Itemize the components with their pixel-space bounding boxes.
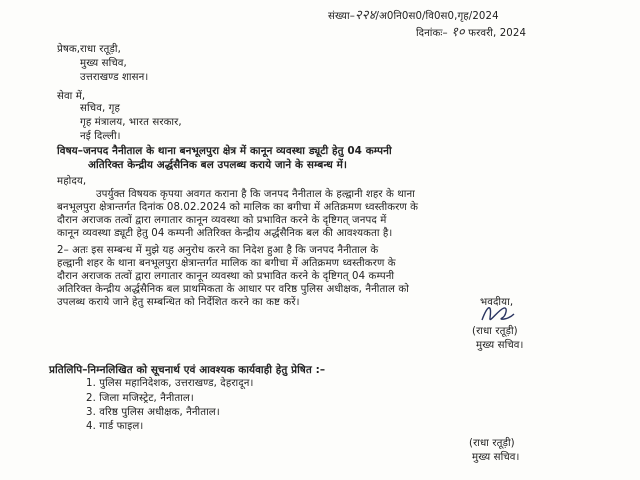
date-handwritten-day: १० (451, 25, 465, 40)
sender-designation: मुख्य सचिव, (80, 58, 127, 69)
date-prefix: दिनांकः– (416, 28, 448, 39)
salutation: महोदय, (57, 176, 87, 187)
subject-line-2: अतिरिक्त केन्द्रीय अर्द्धसैनिक बल उपलब्ध कराये जाने के सम्बन्ध में। (88, 159, 347, 171)
para2-line-2: हल्द्वानी शहर के थाना बनभूलपुरा क्षेत्रान्तर्गत मालिक का बगीचा में अतिक्रमण ध्वस्तीकरण के (57, 258, 396, 269)
ref-handwritten-number: २२४ (354, 8, 376, 23)
sender-office: उत्तराखण्ड शासन। (80, 72, 149, 83)
recipient-line-1: सचिव, गृह (80, 103, 120, 114)
closing2-name: (राधा रतूड़ी) (469, 438, 515, 449)
ref-prefix: संख्या– (328, 11, 355, 22)
closing-name: (राधा रतूड़ी) (472, 326, 518, 337)
para2-line-4: अतिरिक्त केन्द्रीय अर्द्धसैनिक बल प्राथमिकता के आधार पर वरिष्ठ पुलिस अधीक्षक, नैनीताल को (57, 284, 409, 295)
copy-item-4: 4. गार्ड फाइल। (86, 421, 144, 432)
copy-heading: प्रतिलिपि–निम्नलिखित को सूचनार्थ एवं आवश्यक कार्यवाही हेतु प्रेषित :– (49, 364, 326, 376)
copy-item-1: 1. पुलिस महानिदेशक, उत्तराखण्ड, देहरादून। (86, 378, 254, 389)
recipient-line-3: नई दिल्ली। (80, 131, 121, 142)
closing2-designation: मुख्य सचिव। (472, 452, 520, 463)
para1-line-1: उपर्युक्त विषयक कृपया अवगत कराना है कि जनपद नैनीताल के हल्द्वानी शहर के थाना (96, 189, 415, 200)
para2-line-3: दौरान अराजक तत्वों द्वारा लगातार कानून व्यवस्था को प्रभावित करने के दृष्टिगत् 04 कम्पनी (57, 271, 395, 282)
signature (478, 300, 518, 328)
date-line (416, 27, 526, 40)
date-rest: फरवरी, 2024 (468, 28, 527, 39)
sender-label: प्रेषक, (57, 44, 81, 55)
para2-line-5: उपलब्ध कराये जाने हेतु सम्बन्धित को निर्देशित करने का कष्ट करें। (57, 297, 300, 308)
para1-line-3: दौरान अराजक तत्वों द्वारा लगातार कानून व्यवस्था को प्रभावित करने के दृष्टिगत् जनपद में (57, 215, 387, 226)
para1-line-4: कानून व्यवस्था ड्यूटी हेतु 04 कम्पनी अतिरिक्त केन्द्रीय अर्द्धसैनिक बल की आवश्यकता है। (57, 228, 393, 239)
closing-designation: मुख्य सचिव। (476, 340, 524, 351)
closing-regards: भवदीया, (480, 297, 514, 308)
para2-line-1: 2– अतः इस सम्बन्ध में मुझे यह अनुरोध करने का निदेश हुआ है कि जनपद नैनीताल के (57, 245, 379, 256)
recipient-label: सेवा में, (57, 91, 86, 102)
reference-number (328, 10, 499, 23)
subject-line-1: विषय–जनपद नैनीताल के थाना बनभूलपुरा क्षेत्र में कानून व्यवस्था ड्यूटी हेतु 04 कम्पनी (57, 145, 392, 157)
recipient-line-2: गृह मंत्रालय, भारत सरकार, (80, 117, 182, 128)
copy-item-3: 3. वरिष्ठ पुलिस अधीक्षक, नैनीताल। (86, 407, 220, 418)
sender-name: राधा रतूड़ी, (80, 44, 121, 55)
ref-suffix: /अ0नि0स0/वि0स0,गृह/2024 (375, 11, 499, 22)
para1-line-2: बनभूलपुरा क्षेत्रान्तर्गत दिनांक 08.02.2024 को मालिक का बगीचा में अतिक्रमण ध्वस्तीकरण के (57, 202, 419, 213)
copy-item-2: 2. जिला मजिस्ट्रेट, नैनीताल। (86, 393, 194, 404)
